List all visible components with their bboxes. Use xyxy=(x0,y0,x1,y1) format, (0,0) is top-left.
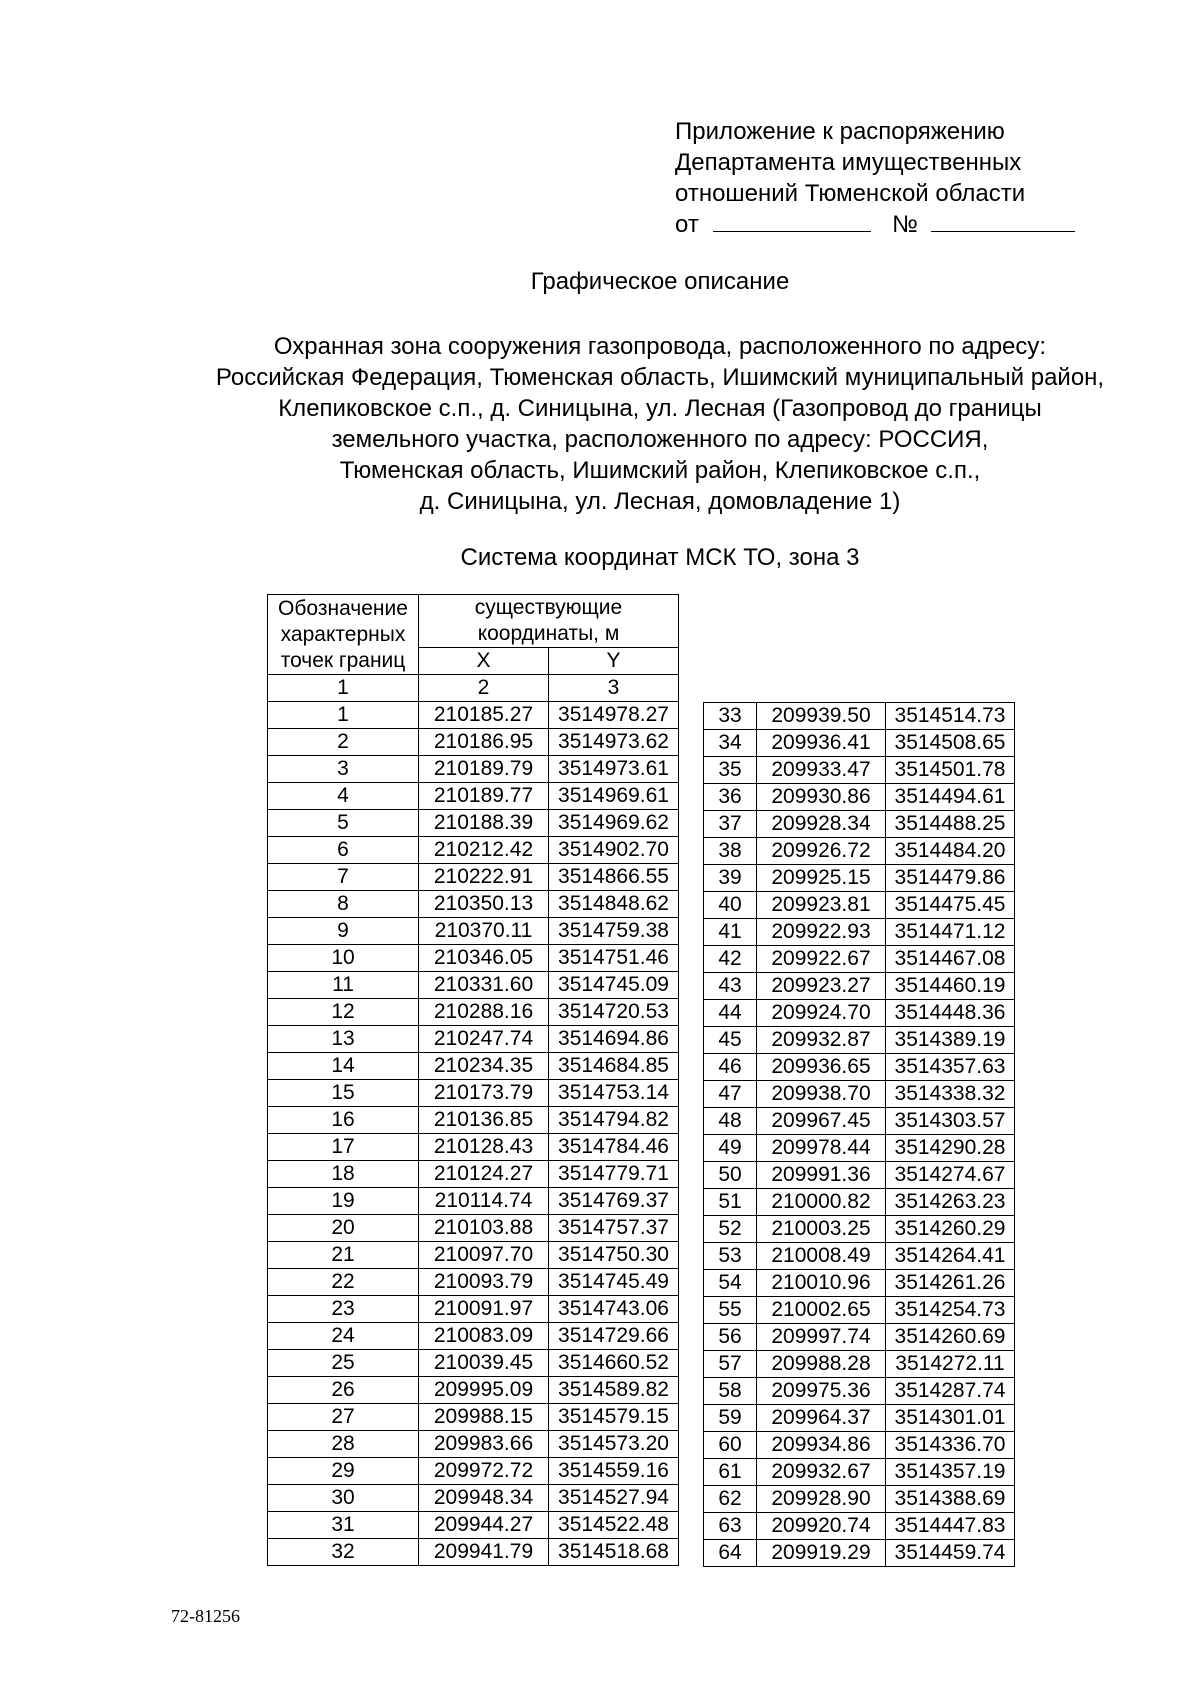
coordinate-x: 210000.82 xyxy=(757,1189,886,1216)
point-number: 33 xyxy=(704,703,757,730)
table-row xyxy=(704,811,1015,838)
header-coordinates-line-2: координаты, м xyxy=(477,622,620,645)
point-number: 18 xyxy=(268,1161,419,1188)
coordinate-y: 3514745.49 xyxy=(549,1269,679,1296)
coordinate-x: 209939.50 xyxy=(757,703,886,730)
coordinate-y: 3514750.30 xyxy=(549,1242,679,1269)
point-number: 40 xyxy=(704,892,757,919)
table-row xyxy=(268,1350,679,1377)
coordinate-x: 209988.15 xyxy=(419,1404,549,1431)
table-row xyxy=(268,1377,679,1404)
coordinate-x: 209967.45 xyxy=(757,1108,886,1135)
appendix-line-3: отношений Тюменской области xyxy=(675,180,1026,207)
coordinate-x: 210189.77 xyxy=(419,783,549,810)
point-number: 61 xyxy=(704,1459,757,1486)
table-row xyxy=(268,1107,679,1134)
table-row xyxy=(268,1242,679,1269)
coordinate-x: 210234.35 xyxy=(419,1053,549,1080)
coordinate-y: 3514264.41 xyxy=(886,1243,1015,1270)
table-row xyxy=(268,945,679,972)
coordinate-x: 210097.70 xyxy=(419,1242,549,1269)
header-points-line-2: характерных xyxy=(280,622,406,646)
point-number: 63 xyxy=(704,1513,757,1540)
table-row xyxy=(704,784,1015,811)
coordinate-x: 209964.37 xyxy=(757,1405,886,1432)
point-number: 7 xyxy=(268,864,419,891)
coordinate-x: 210185.27 xyxy=(419,702,549,729)
point-number: 41 xyxy=(704,919,757,946)
coordinate-y: 3514260.69 xyxy=(886,1324,1015,1351)
coordinate-x: 210093.79 xyxy=(419,1269,549,1296)
point-number: 23 xyxy=(268,1296,419,1323)
coordinate-x: 209933.47 xyxy=(757,757,886,784)
point-number: 13 xyxy=(268,1026,419,1053)
zone-line-3: Клепиковское с.п., д. Синицына, ул. Лесная (Газопровод до границы xyxy=(278,395,1042,422)
coordinate-y: 3514969.62 xyxy=(549,810,679,837)
coordinate-x: 210128.43 xyxy=(419,1134,549,1161)
table-row xyxy=(704,757,1015,784)
point-number: 36 xyxy=(704,784,757,811)
coordinate-y: 3514589.82 xyxy=(549,1377,679,1404)
table-row xyxy=(268,891,679,918)
coordinate-y: 3514459.74 xyxy=(886,1540,1015,1567)
coordinate-x: 210288.16 xyxy=(419,999,549,1026)
coordinate-y: 3514357.63 xyxy=(886,1054,1015,1081)
point-number: 5 xyxy=(268,810,419,837)
coordinate-y: 3514573.20 xyxy=(549,1431,679,1458)
point-number: 39 xyxy=(704,865,757,892)
coordinate-y: 3514389.19 xyxy=(886,1027,1015,1054)
table-row xyxy=(268,918,679,945)
coordinate-x: 210370.11 xyxy=(419,918,549,945)
table-row xyxy=(704,1378,1015,1405)
table-row xyxy=(268,999,679,1026)
coordinate-y: 3514969.61 xyxy=(549,783,679,810)
coordinate-y: 3514527.94 xyxy=(549,1485,679,1512)
coordinate-y: 3514769.37 xyxy=(549,1188,679,1215)
table-row xyxy=(704,1054,1015,1081)
coordinate-x: 209948.34 xyxy=(419,1485,549,1512)
point-number: 57 xyxy=(704,1351,757,1378)
coordinate-x: 209988.28 xyxy=(757,1351,886,1378)
coordinate-y: 3514973.62 xyxy=(549,729,679,756)
coordinate-y: 3514559.16 xyxy=(549,1458,679,1485)
header-points xyxy=(268,595,419,675)
point-number: 35 xyxy=(704,757,757,784)
point-number: 20 xyxy=(268,1215,419,1242)
table-row xyxy=(704,1135,1015,1162)
coordinate-y: 3514338.32 xyxy=(886,1081,1015,1108)
point-number: 31 xyxy=(268,1512,419,1539)
coordinate-x: 210189.79 xyxy=(419,756,549,783)
table-row xyxy=(704,1432,1015,1459)
table-row xyxy=(704,1081,1015,1108)
table-row xyxy=(704,1270,1015,1297)
table-row xyxy=(268,837,679,864)
point-number: 16 xyxy=(268,1107,419,1134)
coordinate-y: 3514745.09 xyxy=(549,972,679,999)
point-number: 4 xyxy=(268,783,419,810)
column-number-3: 3 xyxy=(549,675,679,702)
point-number: 6 xyxy=(268,837,419,864)
point-number: 12 xyxy=(268,999,419,1026)
table-row xyxy=(268,783,679,810)
table-row xyxy=(704,1297,1015,1324)
zone-line-6: д. Синицына, ул. Лесная, домовладение 1) xyxy=(419,488,901,515)
coordinate-y: 3514336.70 xyxy=(886,1432,1015,1459)
coordinate-x: 209923.81 xyxy=(757,892,886,919)
table-row xyxy=(704,1324,1015,1351)
coordinate-x: 209936.65 xyxy=(757,1054,886,1081)
point-number: 9 xyxy=(268,918,419,945)
point-number: 28 xyxy=(268,1431,419,1458)
table-row xyxy=(704,1243,1015,1270)
coordinates-table-left xyxy=(267,594,679,1566)
point-number: 59 xyxy=(704,1405,757,1432)
table-row xyxy=(704,1027,1015,1054)
table-row xyxy=(268,1431,679,1458)
table-row xyxy=(704,1162,1015,1189)
coordinate-x: 210222.91 xyxy=(419,864,549,891)
column-number-1: 1 xyxy=(268,675,419,702)
coordinate-x: 210136.85 xyxy=(419,1107,549,1134)
table-row xyxy=(704,1216,1015,1243)
coordinate-y: 3514751.46 xyxy=(549,945,679,972)
coordinates-table-right xyxy=(703,702,1015,1567)
coordinate-y: 3514254.73 xyxy=(886,1297,1015,1324)
header-x: X xyxy=(419,648,549,675)
header-coordinates-line-1: существующие xyxy=(474,596,623,619)
table-row xyxy=(268,1080,679,1107)
point-number: 8 xyxy=(268,891,419,918)
point-number: 1 xyxy=(268,702,419,729)
coordinate-x: 209972.72 xyxy=(419,1458,549,1485)
table-row xyxy=(704,1486,1015,1513)
point-number: 60 xyxy=(704,1432,757,1459)
number-blank xyxy=(931,209,1075,232)
coordinate-y: 3514290.28 xyxy=(886,1135,1015,1162)
coordinate-y: 3514514.73 xyxy=(886,703,1015,730)
coordinate-x: 210247.74 xyxy=(419,1026,549,1053)
point-number: 26 xyxy=(268,1377,419,1404)
point-number: 34 xyxy=(704,730,757,757)
coordinate-x: 209930.86 xyxy=(757,784,886,811)
point-number: 47 xyxy=(704,1081,757,1108)
coordinate-x: 210008.49 xyxy=(757,1243,886,1270)
coordinate-x: 209983.66 xyxy=(419,1431,549,1458)
table-row xyxy=(268,1512,679,1539)
coordinate-y: 3514467.08 xyxy=(886,946,1015,973)
point-number: 56 xyxy=(704,1324,757,1351)
table-row xyxy=(704,1000,1015,1027)
point-number: 22 xyxy=(268,1269,419,1296)
coordinate-x: 209934.86 xyxy=(757,1432,886,1459)
coordinate-x: 209997.74 xyxy=(757,1324,886,1351)
table-row xyxy=(268,1404,679,1431)
point-number: 24 xyxy=(268,1323,419,1350)
coordinate-x: 209926.72 xyxy=(757,838,886,865)
point-number: 27 xyxy=(268,1404,419,1431)
point-number: 11 xyxy=(268,972,419,999)
point-number: 17 xyxy=(268,1134,419,1161)
zone-line-4: земельного участка, расположенного по адресу: РОССИЯ, xyxy=(331,426,989,453)
point-number: 62 xyxy=(704,1486,757,1513)
point-number: 50 xyxy=(704,1162,757,1189)
table-row xyxy=(704,1405,1015,1432)
coordinate-x: 210002.65 xyxy=(757,1297,886,1324)
table-row xyxy=(268,1026,679,1053)
point-number: 30 xyxy=(268,1485,419,1512)
coordinate-y: 3514303.57 xyxy=(886,1108,1015,1135)
point-number: 52 xyxy=(704,1216,757,1243)
coordinate-x: 209922.93 xyxy=(757,919,886,946)
coordinate-x: 210173.79 xyxy=(419,1080,549,1107)
from-label: от xyxy=(675,211,699,238)
point-number: 2 xyxy=(268,729,419,756)
coordinate-y: 3514460.19 xyxy=(886,973,1015,1000)
table-row xyxy=(268,1053,679,1080)
coordinate-y: 3514779.71 xyxy=(549,1161,679,1188)
coordinate-y: 3514479.86 xyxy=(886,865,1015,892)
coordinate-x: 209975.36 xyxy=(757,1378,886,1405)
appendix-line-1: Приложение к распоряжению xyxy=(675,118,1005,145)
coordinate-y: 3514729.66 xyxy=(549,1323,679,1350)
coordinate-y: 3514260.29 xyxy=(886,1216,1015,1243)
table-row xyxy=(268,756,679,783)
point-number: 21 xyxy=(268,1242,419,1269)
appendix-line-2: Департамента имущественных xyxy=(675,149,1022,176)
table-row xyxy=(704,973,1015,1000)
table-row xyxy=(268,1269,679,1296)
table-row xyxy=(268,702,679,729)
table-row xyxy=(704,1351,1015,1378)
coordinate-y: 3514494.61 xyxy=(886,784,1015,811)
appendix-line-4 xyxy=(675,209,1075,240)
coordinate-x: 209925.15 xyxy=(757,865,886,892)
coordinate-y: 3514357.19 xyxy=(886,1459,1015,1486)
point-number: 19 xyxy=(268,1188,419,1215)
coordinate-y: 3514694.86 xyxy=(549,1026,679,1053)
coordinate-x: 210010.96 xyxy=(757,1270,886,1297)
point-number: 44 xyxy=(704,1000,757,1027)
coordinate-x: 209928.90 xyxy=(757,1486,886,1513)
coordinate-x: 210091.97 xyxy=(419,1296,549,1323)
coordinate-x: 209932.67 xyxy=(757,1459,886,1486)
point-number: 64 xyxy=(704,1540,757,1567)
coordinate-x: 209920.74 xyxy=(757,1513,886,1540)
coordinate-x: 209938.70 xyxy=(757,1081,886,1108)
point-number: 10 xyxy=(268,945,419,972)
coordinate-y: 3514471.12 xyxy=(886,919,1015,946)
table-row xyxy=(268,1215,679,1242)
point-number: 55 xyxy=(704,1297,757,1324)
coordinate-y: 3514978.27 xyxy=(549,702,679,729)
coordinate-x: 210186.95 xyxy=(419,729,549,756)
coordinate-y: 3514388.69 xyxy=(886,1486,1015,1513)
coordinate-y: 3514484.20 xyxy=(886,838,1015,865)
coordinate-x: 210346.05 xyxy=(419,945,549,972)
coordinate-y: 3514488.25 xyxy=(886,811,1015,838)
coordinate-y: 3514660.52 xyxy=(549,1350,679,1377)
zone-line-2: Российская Федерация, Тюменская область, Ишимский муниципальный район, xyxy=(215,364,1105,391)
coordinate-y: 3514784.46 xyxy=(549,1134,679,1161)
table-row xyxy=(268,729,679,756)
coordinate-x: 210350.13 xyxy=(419,891,549,918)
coordinate-y: 3514848.62 xyxy=(549,891,679,918)
coordinate-system: Система координат МСК ТО, зона 3 xyxy=(460,544,860,571)
table-row xyxy=(704,946,1015,973)
coordinate-y: 3514447.83 xyxy=(886,1513,1015,1540)
coordinate-x: 209932.87 xyxy=(757,1027,886,1054)
point-number: 37 xyxy=(704,811,757,838)
coordinate-y: 3514501.78 xyxy=(886,757,1015,784)
coordinate-y: 3514720.53 xyxy=(549,999,679,1026)
table-row xyxy=(704,1459,1015,1486)
coordinate-y: 3514274.67 xyxy=(886,1162,1015,1189)
table-row xyxy=(704,1513,1015,1540)
coordinate-y: 3514475.45 xyxy=(886,892,1015,919)
table-row xyxy=(704,1108,1015,1135)
coordinate-y: 3514263.23 xyxy=(886,1189,1015,1216)
table-row xyxy=(704,1540,1015,1567)
coordinate-y: 3514579.15 xyxy=(549,1404,679,1431)
point-number: 53 xyxy=(704,1243,757,1270)
table-row xyxy=(704,892,1015,919)
table-row xyxy=(268,1485,679,1512)
table-row xyxy=(268,810,679,837)
coordinate-y: 3514757.37 xyxy=(549,1215,679,1242)
table-row xyxy=(268,864,679,891)
coordinate-x: 210103.88 xyxy=(419,1215,549,1242)
coordinate-x: 210331.60 xyxy=(419,972,549,999)
coordinate-y: 3514522.48 xyxy=(549,1512,679,1539)
table-row xyxy=(268,1458,679,1485)
coordinate-y: 3514287.74 xyxy=(886,1378,1015,1405)
coordinate-y: 3514973.61 xyxy=(549,756,679,783)
coordinate-x: 210188.39 xyxy=(419,810,549,837)
table-row xyxy=(704,838,1015,865)
point-number: 3 xyxy=(268,756,419,783)
header-coordinates xyxy=(419,595,679,648)
table-row xyxy=(268,1161,679,1188)
document-code: 72-81256 xyxy=(171,1606,240,1626)
point-number: 58 xyxy=(704,1378,757,1405)
header-y: Y xyxy=(549,648,679,675)
point-number: 29 xyxy=(268,1458,419,1485)
coordinate-x: 209978.44 xyxy=(757,1135,886,1162)
coordinate-y: 3514759.38 xyxy=(549,918,679,945)
header-points-line-3: точек границ xyxy=(280,648,406,672)
coordinate-x: 209924.70 xyxy=(757,1000,886,1027)
coordinate-x: 209919.29 xyxy=(757,1540,886,1567)
coordinate-x: 210212.42 xyxy=(419,837,549,864)
number-label: № xyxy=(892,211,918,238)
document-title: Графическое описание xyxy=(530,268,790,295)
coordinate-y: 3514743.06 xyxy=(549,1296,679,1323)
table-row xyxy=(268,1134,679,1161)
point-number: 32 xyxy=(268,1539,419,1566)
point-number: 46 xyxy=(704,1054,757,1081)
table-row xyxy=(704,1189,1015,1216)
coordinate-x: 209944.27 xyxy=(419,1512,549,1539)
header-points-line-1: Обозначение xyxy=(278,596,408,620)
point-number: 49 xyxy=(704,1135,757,1162)
point-number: 25 xyxy=(268,1350,419,1377)
coordinate-y: 3514684.85 xyxy=(549,1053,679,1080)
coordinate-x: 209941.79 xyxy=(419,1539,549,1566)
table-row xyxy=(704,865,1015,892)
coordinate-x: 210003.25 xyxy=(757,1216,886,1243)
coordinate-x: 210083.09 xyxy=(419,1323,549,1350)
coordinate-x: 209995.09 xyxy=(419,1377,549,1404)
point-number: 51 xyxy=(704,1189,757,1216)
date-blank xyxy=(713,209,871,232)
point-number: 42 xyxy=(704,946,757,973)
coordinate-x: 209928.34 xyxy=(757,811,886,838)
coordinate-y: 3514448.36 xyxy=(886,1000,1015,1027)
coordinate-x: 209936.41 xyxy=(757,730,886,757)
coordinate-y: 3514261.26 xyxy=(886,1270,1015,1297)
table-row xyxy=(704,730,1015,757)
table-row xyxy=(268,1323,679,1350)
coordinate-y: 3514272.11 xyxy=(886,1351,1015,1378)
coordinate-x: 209991.36 xyxy=(757,1162,886,1189)
table-row xyxy=(704,919,1015,946)
point-number: 45 xyxy=(704,1027,757,1054)
point-number: 48 xyxy=(704,1108,757,1135)
point-number: 14 xyxy=(268,1053,419,1080)
coordinate-y: 3514301.01 xyxy=(886,1405,1015,1432)
coordinate-y: 3514794.82 xyxy=(549,1107,679,1134)
table-row xyxy=(704,703,1015,730)
coordinate-x: 210114.74 xyxy=(419,1188,549,1215)
point-number: 38 xyxy=(704,838,757,865)
coordinate-x: 210039.45 xyxy=(419,1350,549,1377)
table-row xyxy=(268,972,679,999)
appendix-header xyxy=(675,116,1075,240)
column-number-2: 2 xyxy=(419,675,549,702)
zone-description xyxy=(170,331,1150,517)
coordinate-y: 3514518.68 xyxy=(549,1539,679,1566)
table-row xyxy=(268,1539,679,1566)
coordinate-x: 209923.27 xyxy=(757,973,886,1000)
coordinate-x: 210124.27 xyxy=(419,1161,549,1188)
coordinate-y: 3514866.55 xyxy=(549,864,679,891)
table-row xyxy=(268,1188,679,1215)
point-number: 54 xyxy=(704,1270,757,1297)
coordinate-y: 3514753.14 xyxy=(549,1080,679,1107)
coordinate-x: 209922.67 xyxy=(757,946,886,973)
coordinate-y: 3514508.65 xyxy=(886,730,1015,757)
column-number-row xyxy=(268,675,679,702)
zone-line-5: Тюменская область, Ишимский район, Клепиковское с.п., xyxy=(339,457,981,484)
table-row xyxy=(268,1296,679,1323)
coordinate-y: 3514902.70 xyxy=(549,837,679,864)
point-number: 15 xyxy=(268,1080,419,1107)
zone-line-1: Охранная зона сооружения газопровода, расположенного по адресу: xyxy=(273,333,1047,360)
point-number: 43 xyxy=(704,973,757,1000)
